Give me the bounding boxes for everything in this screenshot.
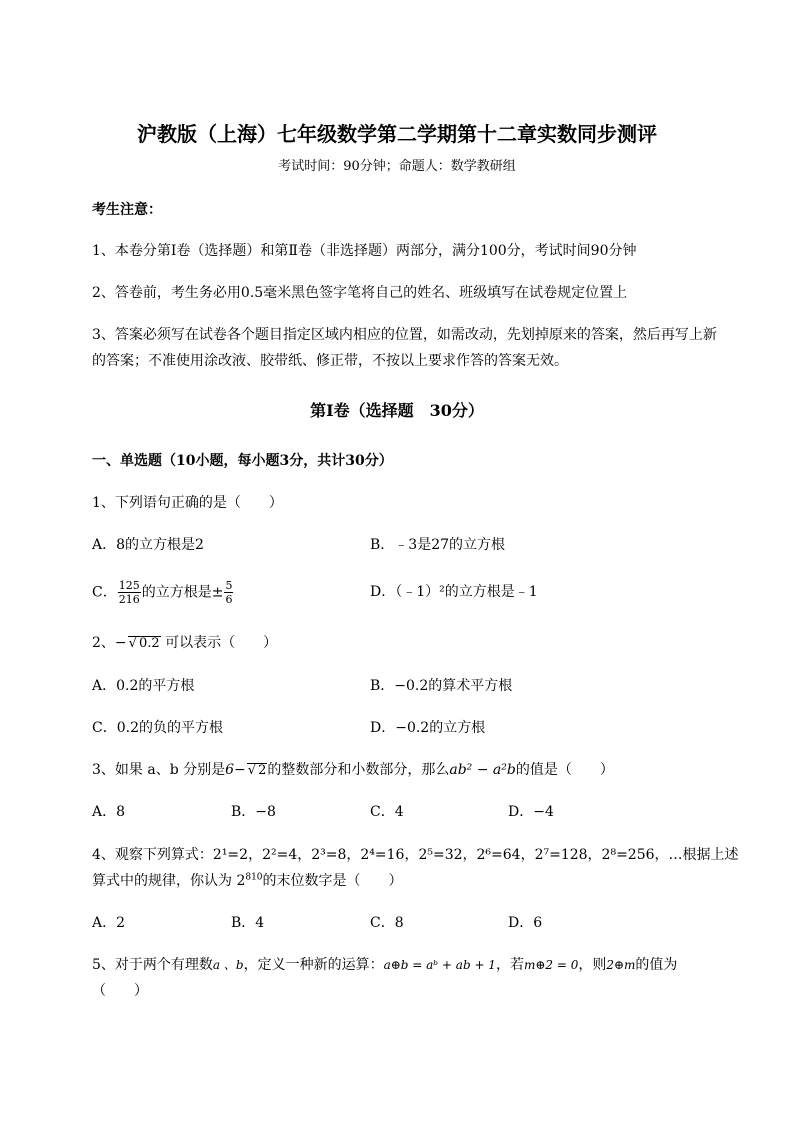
stem-suffix: 的值是（ ） [515, 762, 614, 778]
stem-suffix: 可以表示（ ） [160, 635, 278, 651]
question-5-stem-line-1 [92, 955, 677, 975]
question-3-option-c: C．4 [370, 804, 404, 820]
stem-suffix: 的末位数字是（ ） [262, 873, 403, 889]
question-2-option-b: B．−0.2的算术平方根 [370, 678, 513, 694]
question-1-option-d: D．（﹣1）²的立方根是﹣1 [370, 584, 538, 600]
question-4-stem-line-2 [92, 871, 403, 891]
sqrt-symbol-icon: √ [247, 763, 257, 778]
page-subtitle: 考试时间：90分钟；命题人：数学教研组 [278, 159, 516, 174]
stem-prefix: 5、对于两个有理数 [92, 957, 213, 973]
notice-item-3-cont: 的答案；不准使用涂改液、胶带纸、修正带，不按以上要求作答的答案无效。 [92, 353, 568, 369]
part-heading: 一、单选题（10小题，每小题3分，共计30分） [92, 453, 393, 469]
question-1-option-b: B．﹣3是27的立方根 [370, 537, 506, 553]
option-c-label: C． [92, 584, 117, 601]
stem-prefix: 3、如果 a、b 分别是 [92, 762, 226, 778]
stem-middle-3: ，则 [578, 957, 607, 973]
stem-middle: ，定义一种新的运算： [243, 957, 384, 973]
question-5-stem-line-2: （ ） [92, 983, 148, 999]
page-title: 沪教版（上海）七年级数学第二学期第十二章实数同步测评 [137, 122, 657, 146]
condition: m⊕2 = 0 [523, 958, 579, 972]
question-3-option-b: B．−8 [231, 804, 276, 820]
stem-middle-2: ，若 [495, 957, 524, 973]
question-3-option-d: D．−4 [508, 804, 554, 820]
exponent: 810 [245, 872, 263, 883]
question-3-stem [92, 760, 614, 780]
notice-item-1: 1、本卷分第I卷（选择题）和第Ⅱ卷（非选择题）两部分，满分100分，考试时间90分钟 [92, 243, 637, 259]
question-4-option-c: C．8 [370, 915, 404, 931]
expression: ab² − a²b [449, 762, 516, 778]
notice-item-3: 3、答案必须写在试卷各个题目指定区域内相应的位置，如需改动，先划掉原来的答案，然后再写上新 [92, 327, 717, 343]
question-4-option-b: B．4 [231, 915, 265, 931]
question-2-option-a: A．0.2的平方根 [92, 678, 195, 694]
question-2-stem [92, 633, 277, 653]
option-c-text: 的立方根是± [141, 584, 224, 601]
stem-middle: 的整数部分和小数部分，那么 [267, 762, 450, 778]
fraction-denominator: 6 [225, 593, 233, 606]
fraction-numerator: 125 [118, 579, 140, 592]
expression-part: 6− [225, 762, 246, 778]
fraction-denominator: 216 [118, 593, 140, 606]
radicand: 2 [258, 763, 267, 778]
notice-item-2: 2、答卷前，考生务必用0.5毫米黑色签字笔将自己的姓名、班级填写在试卷规定位置上 [92, 285, 628, 301]
sqrt-symbol-icon: √ [128, 636, 137, 651]
notice-heading: 考生注意： [92, 202, 162, 218]
asked-expression: 2⊕m [606, 958, 636, 972]
operation-definition: a⊕b = aᵇ + ab + 1 [383, 958, 496, 972]
question-4-option-d: D．6 [508, 915, 543, 931]
question-4-stem-line-1: 4、观察下列算式：2¹=2，2²=4，2³=8，2⁴=16，2⁵=32，2⁶=64，2⁷=128，2⁸=256，…根据上述 [92, 847, 739, 863]
question-1-option-c [92, 579, 234, 606]
section-title: 第I卷（选择题 30分） [310, 401, 484, 420]
question-1-stem: 1、下列语句正确的是（ ） [92, 495, 283, 511]
radicand: 0.2 [138, 636, 160, 651]
fraction-5-6 [224, 579, 233, 606]
stem-prefix: 2、− [92, 635, 127, 651]
question-4-option-a: A．2 [92, 915, 126, 931]
question-3-option-a: A．8 [92, 804, 126, 820]
question-1-option-a: A．8的立方根是2 [92, 537, 204, 553]
fraction-125-216 [118, 579, 141, 606]
stem-prefix: 算式中的规律，你认为 2 [92, 873, 246, 889]
fraction-numerator: 5 [225, 579, 233, 592]
question-2-option-c: C．0.2的负的平方根 [92, 720, 223, 736]
variables: a 、b [212, 958, 244, 972]
stem-suffix: 的值为 [635, 957, 678, 973]
question-2-option-d: D．−0.2的立方根 [370, 720, 486, 736]
